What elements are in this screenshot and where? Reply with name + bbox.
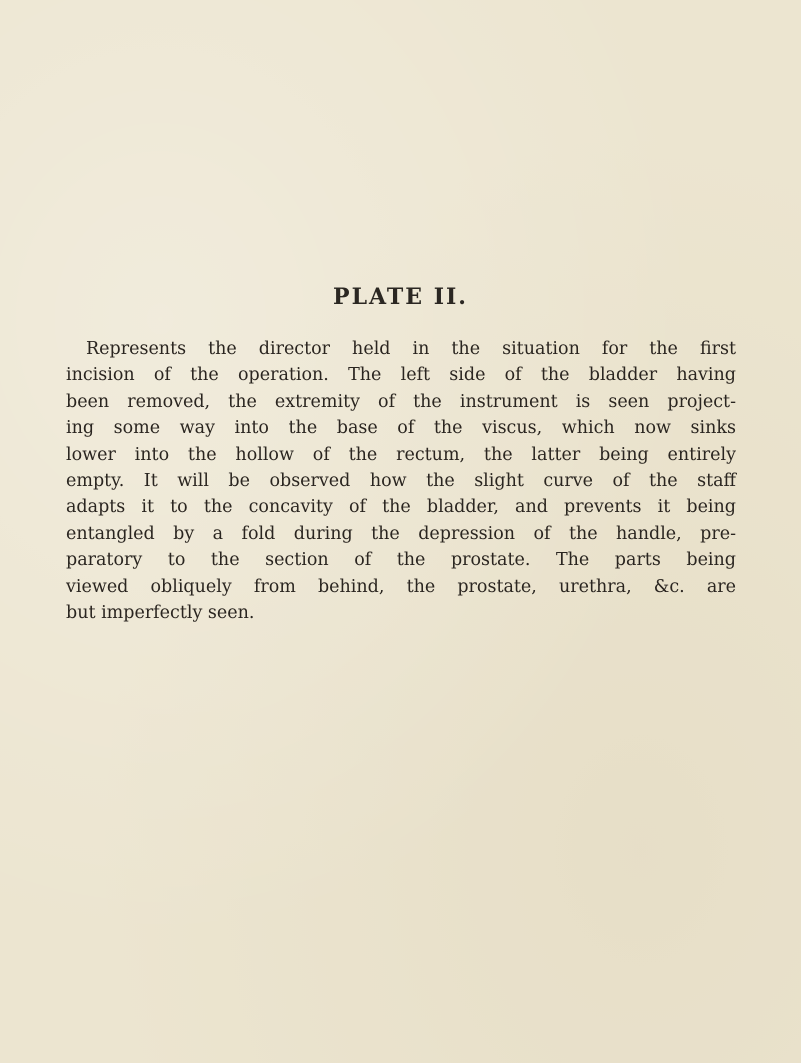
text-line: been removed, the extremity of the instrument is seen project- xyxy=(66,391,736,412)
text-line: ing some way into the base of the viscus, which now sinks xyxy=(66,418,736,439)
text-line: paratory to the section of the prostate. The parts being xyxy=(66,550,736,571)
text-line: entangled by a fold during the depression of the handle, pre- xyxy=(66,523,736,544)
text-line: incision of the operation. The left side of the bladder having xyxy=(66,365,736,386)
text-line: adapts it to the concavity of the bladder, and prevents it being xyxy=(66,497,736,518)
plate-description xyxy=(66,336,736,626)
text-line: viewed obliquely from behind, the prostate, urethra, &c. are xyxy=(66,576,736,597)
text-line: but imperfectly seen. xyxy=(66,603,255,624)
text-line: empty. It will be observed how the slight curve of the staff xyxy=(66,471,736,492)
text-line: Represents the director held in the situation for the first xyxy=(86,339,736,359)
plate-title: PLATE II. xyxy=(333,284,468,310)
text-line: lower into the hollow of the rectum, the latter being entirely xyxy=(66,444,736,465)
